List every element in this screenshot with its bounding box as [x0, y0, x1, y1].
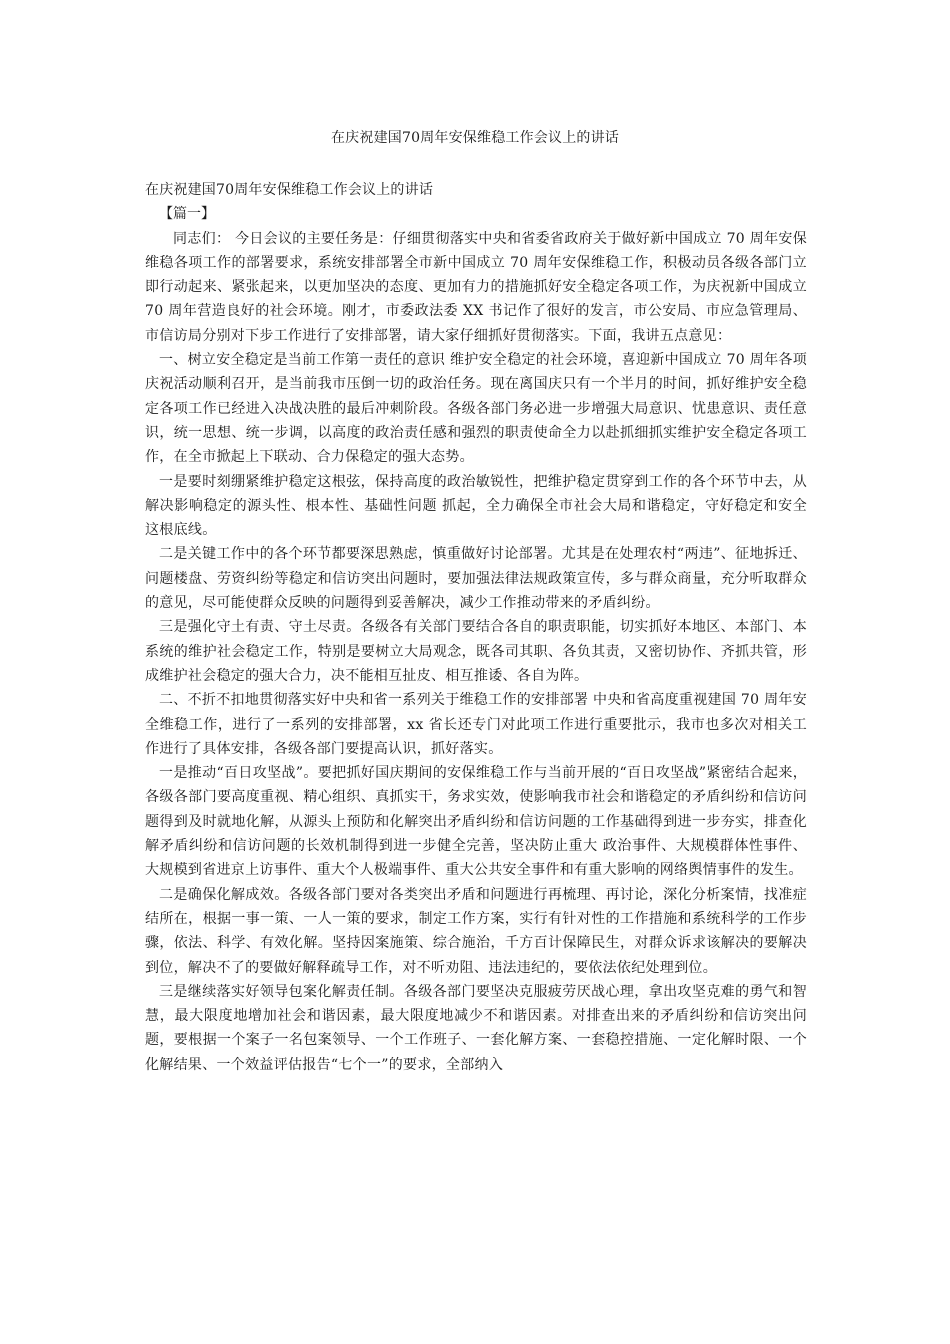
document-title: 在庆祝建国70周年安保维稳工作会议上的讲话	[330, 130, 619, 146]
document-subtitle: 在庆祝建国70周年安保维稳工作会议上的讲话	[145, 182, 434, 198]
paragraph-opening: 同志们： 今日会议的主要任务是：仔细贯彻落实中央和省委省政府关于做好新中国成立 70 周年安保维稳各项工作的部署要求，系统安排部署全市新中国成立 70 周年安保维稳工作，积极动员各级各部门立即行动起来、紧张起来，以更加坚决的态度、更加有力的措施抓好安全稳定各项工作，为庆祝新中国成立 70 周年营造良好的社会环境。刚才，市委政法委 XX 书记作了很好的发言，市公安局、市应急管理局、市信访局分别对下步工作进行了安排部署，请大家仔细抓好贯彻落实。下面，我讲五点意见：	[145, 230, 807, 344]
paragraph-point-1-3: 三是强化守土有责、守土尽责。各级各有关部门要结合各自的职责职能，切实抓好本地区、本部门、本系统的维护社会稳定工作，特别是要树立大局观念，既各司其职、各负其责，又密切协作、齐抓共管，形成维护社会稳定的强大合力，决不能相互扯皮、相互推诿、各自为阵。	[145, 619, 807, 684]
paragraph-section-one: 一、树立安全稳定是当前工作第一责任的意识 维护安全稳定的社会环境，喜迎新中国成立 70 周年各项庆祝活动顺利召开，是当前我市压倒一切的政治任务。现在离国庆只有一个半月的时间，抓好维护安全稳定各项工作已经进入决战决胜的最后冲刺阶段。各级各部门务必进一步增强大局意识、忧患意识、责任意识，统一思想、统一步调，以高度的政治责任感和强烈的职责使命全力以赴抓细抓实维护安全稳定各项工作，在全市掀起上下联动、合力保稳定的强大态势。	[145, 352, 807, 466]
paragraph-point-2-3: 三是继续落实好领导包案化解责任制。各级各部门要坚决克服疲劳厌战心理，拿出攻坚克难的勇气和智慧，最大限度地增加社会和谐因素，最大限度地减少不和谐因素。对排查出来的矛盾纠纷和信访突出问题，要根据一个案子一名包案领导、一个工作班子、一套化解方案、一套稳控措施、一定化解时限、一个化解结果、一个效益评估报告“七个一”的要求，全部纳入	[145, 983, 807, 1073]
paragraph-section-two: 二、不折不扣地贯彻落实好中央和省一系列关于维稳工作的安排部署 中央和省高度重视建国 70 周年安全维稳工作，进行了一系列的安排部署，xx 省长还专门对此项工作进行重要批示，我市也多次对相关工作进行了具体安排，各级各部门要提高认识，抓好落实。	[145, 692, 807, 757]
paragraph-point-1-1: 一是要时刻绷紧维护稳定这根弦，保持高度的政治敏锐性，把维护稳定贯穿到工作的各个环节中去，从解决影响稳定的源头性、根本性、基础性问题 抓起，全力确保全市社会大局和谐稳定，守好稳定和安全这根底线。	[145, 473, 807, 539]
section-label: 【篇一】	[159, 206, 215, 223]
paragraph-point-1-2: 二是关键工作中的各个环节都要深思熟虑，慎重做好讨论部署。尤其是在处理农村“两违”、征地拆迁、问题楼盘、劳资纠纷等稳定和信访突出问题时，要加强法律法规政策宣传，多与群众商量，充分听取群众的意见，尽可能使群众反映的问题得到妥善解决，减少工作推动带来的矛盾纠纷。	[145, 546, 807, 612]
paragraph-point-2-1: 一是推动“百日攻坚战”。要把抓好国庆期间的安保维稳工作与当前开展的“百日攻坚战”紧密结合起来，各级各部门要高度重视、精心组织、真抓实干，务求实效，使影响我市社会和谐稳定的矛盾纠纷和信访问题得到及时就地化解，从源头上预防和化解突出矛盾纠纷和信访问题的工作基础得到进一步夯实，排查化解矛盾纠纷和信访问题的长效机制得到进一步健全完善，坚决防止重大 政治事件、大规模群体性事件、大规模到省进京上访事件、重大个人极端事件、重大公共安全事件和有重大影响的网络舆情事件的发生。	[145, 765, 807, 879]
paragraph-point-2-2: 二是确保化解成效。各级各部门要对各类突出矛盾和问题进行再梳理、再讨论，深化分析案情，找准症结所在，根据一事一策、一人一策的要求，制定工作方案，实行有针对性的工作措施和系统科学的工作步骤，依法、科学、有效化解。坚持因案施策、综合施治，千方百计保障民生，对群众诉求该解决的要解决到位，解决不了的要做好解释疏导工作，对不听劝阻、违法违纪的，要依法依纪处理到位。	[145, 886, 807, 976]
document-body	[145, 178, 807, 1077]
